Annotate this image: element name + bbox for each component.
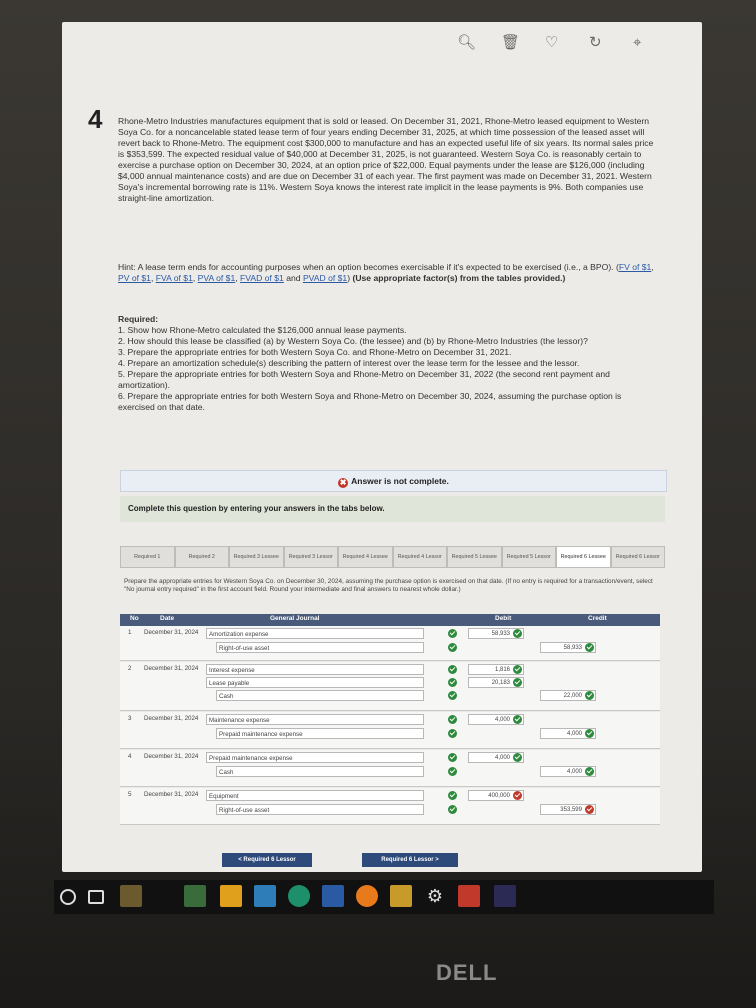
status-text: Answer is not complete. [351,476,449,486]
row-date: December 31, 2024 [144,665,199,672]
account-field[interactable]: Right-of-use asset [216,804,424,815]
file-explorer-icon[interactable] [220,885,242,907]
row-date: December 31, 2024 [144,753,199,760]
check-icon [448,691,457,700]
account-field[interactable]: Right-of-use asset [216,642,424,653]
link-pva[interactable]: PVA of $1 [197,273,236,283]
pdf-icon[interactable] [458,885,480,907]
tab-required-1[interactable]: Required 1 [120,546,175,568]
hint: Hint: A lease term ends for accounting purposes when an option becomes exercisable if it's expected to be exercised (i.e., a BPO). (FV of $1, PV of $1, FVA of $1, PVA of $1, FVAD of $1 and PVAD of $1) (Use appropriate factor(s) from the tables provided.) [118,262,654,283]
status-banner [120,470,667,492]
word-icon[interactable] [322,885,344,907]
check-icon [448,678,457,687]
row-no: 3 [128,715,132,722]
tab-required-3-lessor[interactable]: Required 3 Lessor [284,546,339,568]
col-general-journal: General Journal [270,615,320,622]
account-field[interactable]: Interest expense [206,664,424,675]
app-icon[interactable] [390,885,412,907]
check-icon [448,643,457,652]
account-field[interactable]: Cash [216,690,424,701]
tab-required-5-lessee[interactable]: Required 5 Lessee [447,546,502,568]
search-icon[interactable] [60,889,76,905]
required-item: 6. Prepare the appropriate entries for both Western Soya and Rhone-Metro on December 30, 2024, assuming the purchase option is exercised on that date. [118,391,622,412]
debit-field[interactable]: 400,000 [468,790,524,801]
required-item: 4. Prepare an amortization schedule(s) describing the pattern of interest over the lease term for the lessee and the lessor. [118,358,580,368]
col-credit: Credit [588,615,607,622]
hint-suffix: (Use appropriate factor(s) from the tables provided.) [352,273,566,283]
link-pvad[interactable]: PVAD of $1 [302,273,348,283]
required-item: 3. Prepare the appropriate entries for both Western Soya Co. and Rhone-Metro on December 31, 2021. [118,347,512,357]
journal-row [120,750,660,787]
col-date: Date [160,615,175,622]
dell-logo: DELL [436,960,498,985]
check-icon [448,715,457,724]
debit-field[interactable]: 1,816 [468,664,524,675]
tab-required-2[interactable]: Required 2 [175,546,230,568]
link-fva[interactable]: FVA of $1 [155,273,193,283]
check-icon [448,767,457,776]
check-icon [448,665,457,674]
tab-bar [120,546,665,568]
firefox-icon[interactable] [356,885,378,907]
check-icon [513,753,522,762]
journal-row [120,788,660,825]
error-icon: ✖ [339,478,347,487]
tab-required-4-lessee[interactable]: Required 4 Lessee [338,546,393,568]
next-tab-button[interactable]: Required 6 Lessor > [362,853,458,867]
check-icon [585,691,594,700]
journal-row [120,712,660,749]
check-icon [585,729,594,738]
credit-field[interactable]: 22,000 [540,690,596,701]
row-date: December 31, 2024 [144,791,199,798]
account-field[interactable]: Equipment [206,790,424,801]
required-section [118,314,658,413]
browser-screen [62,22,702,872]
account-field[interactable]: Lease payable [206,677,424,688]
check-icon [585,643,594,652]
col-no: No [130,615,139,622]
tab-prompt: Prepare the appropriate entries for Western Soya Co. on December 30, 2024, assuming the purchase option is exercised on that date. (If no entry is required for a transaction/event, select "No journal entry required" in the first account field. Round your intermediate and final answers to nearest whole dollar.) [124,578,653,593]
credit-field[interactable]: 4,000 [540,728,596,739]
account-field[interactable]: Cash [216,766,424,777]
debit-field[interactable]: 4,000 [468,714,524,725]
row-date: December 31, 2024 [144,629,199,636]
check-icon [585,767,594,776]
trash-icon[interactable]: 🗑︎ [501,34,521,51]
tab-required-6-lessee[interactable]: Required 6 Lessee [556,546,611,568]
windows-taskbar [54,880,714,914]
credit-field[interactable]: 353,599 [540,804,596,815]
required-item: 1. Show how Rhone-Metro calculated the $126,000 annual lease payments. [118,325,407,335]
check-icon [448,791,457,800]
settings-icon[interactable]: ⚙ [426,886,444,906]
row-no: 2 [128,665,132,672]
row-no: 4 [128,753,132,760]
account-field[interactable]: Maintenance expense [206,714,424,725]
check-icon [448,629,457,638]
prev-tab-button[interactable]: < Required 6 Lessor [222,853,312,867]
question-number: 4 [88,104,103,134]
journal-row [120,662,660,711]
col-debit: Debit [495,615,512,622]
app-icon[interactable] [184,885,206,907]
row-no: 1 [128,629,132,636]
debit-field[interactable]: 20,183 [468,677,524,688]
required-title: Required: [118,314,159,324]
edge-icon[interactable] [288,885,310,907]
row-no: 5 [128,791,132,798]
credit-field[interactable]: 4,000 [540,766,596,777]
tab-required-3-lessee[interactable]: Required 3 Lessee [229,546,284,568]
tab-required-6-lessor[interactable]: Required 6 Lessor [611,546,666,568]
debit-field[interactable]: 58,933 [468,628,524,639]
check-icon [513,678,522,687]
tab-required-4-lessor[interactable]: Required 4 Lessor [393,546,448,568]
error-icon [585,805,594,814]
hint-text: Hint: A lease term ends for accounting purposes when an option becomes exercisable if it's expected to be exercised (i.e., a BPO). [118,262,614,272]
app-icon[interactable] [254,885,276,907]
row-date: December 31, 2024 [144,715,199,722]
task-view-icon[interactable] [88,890,104,904]
required-item: 2. How should this lease be classified (a) by Western Soya Co. (the lessee) and (b) by Rhone-Metro Industries (the lessor)? [118,336,588,346]
question-text: Rhone-Metro Industries manufactures equipment that is sold or leased. On December 31, 2021, Rhone-Metro leased equipment to Western Soya Co. for a noncancelable stated lease term of four years ending December 31, 2025, at which time possession of the leased asset will revert back to Rhone-Metro. The equipment cost $300,000 to manufacture and has an expected useful life of six years. Its normal sales price is $353,599. The expected residual value of $40,000 at December 31, 2025, is not guaranteed. Western Soya Co. is reasonably certain to exercise a purchase option on December 30, 2024, at an option price of $22,000. Equal payments under the lease are $126,000 (including $4,000 annual maintenance costs) and are due on December 31 of each year. The first payment was made on December 31, 2021. Western Soya's incremental borrowing rate is 11%. Western Soya knows the interest rate implicit in the lease payments is 9%. Both companies use straight-line amortization. [118,116,654,203]
link-fvad[interactable]: FVAD of $1 [240,273,284,283]
debit-field[interactable]: 4,000 [468,752,524,763]
required-item: 5. Prepare the appropriate entries for both Western Soya and Rhone-Metro on December 31, 2022 (the second rent payment and amortization). [118,369,610,390]
check-icon [513,629,522,638]
journal-header [120,614,660,626]
crop-icon[interactable]: ⌖ [633,34,642,51]
journal-row [120,626,660,661]
heart-icon[interactable]: ♡ [545,34,559,51]
instruction-bar: Complete this question by entering your answers in the tabs below. [120,496,665,522]
question-body [118,116,658,204]
credit-field[interactable]: 58,933 [540,642,596,653]
error-icon [513,791,522,800]
link-fv[interactable]: FV of $1 [618,262,652,272]
app-icon[interactable] [494,885,516,907]
account-field[interactable]: Prepaid maintenance expense [216,728,424,739]
app-icon[interactable] [120,885,142,907]
tab-required-5-lessor[interactable]: Required 5 Lessor [502,546,557,568]
check-icon [448,753,457,762]
toolbar [457,30,667,56]
account-field[interactable]: Prepaid maintenance expense [206,752,424,763]
rotate-icon[interactable]: ↻ [589,34,602,51]
check-icon [513,665,522,674]
check-icon [448,805,457,814]
link-pv[interactable]: PV of $1 [118,273,151,283]
account-field[interactable]: Amortization expense [206,628,424,639]
zoom-icon[interactable]: 🔍︎ [457,34,477,51]
check-icon [448,729,457,738]
check-icon [513,715,522,724]
